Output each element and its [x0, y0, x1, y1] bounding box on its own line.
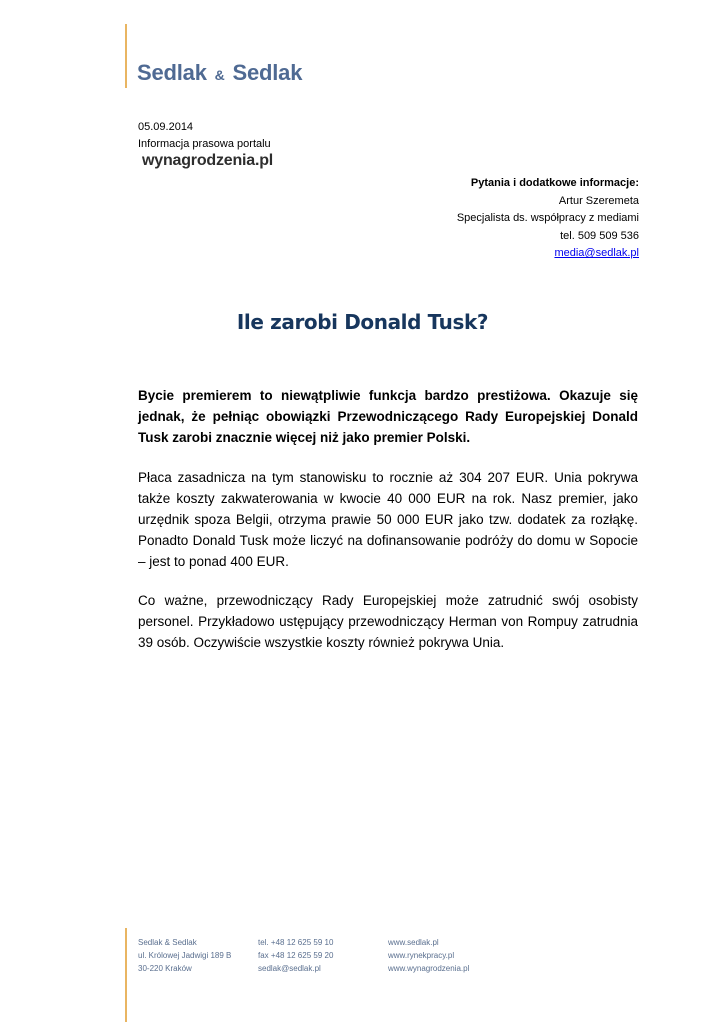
article-paragraph-1: Płaca zasadnicza na tym stanowisku to rocznie aż 304 207 EUR. Unia pokrywa także koszty zakwaterowania w kwocie 40 000 EUR na rok. Nasz premier, jako urzędnik spoza Belgii, otrzyma prawie 50 000 EUR jako tzw. dodatek za rozłąkę. Ponadto Donald Tusk może liczyć na dofinansowanie podróży do domu w Sopocie – jest to ponad 400 EUR.	[138, 470, 638, 569]
company-logo	[137, 60, 302, 86]
release-date: 05.09.2014	[138, 121, 194, 133]
footer-fax: fax +48 12 625 59 20	[258, 951, 334, 960]
logo-ampersand: &	[214, 67, 225, 83]
footer-websites	[388, 936, 469, 975]
footer-site-rynekpracy[interactable]: www.rynekpracy.pl	[388, 951, 455, 960]
contact-name: Artur Szeremeta	[558, 194, 639, 207]
contact-email-link[interactable]: media@sedlak.pl	[554, 247, 639, 260]
footer-contact	[258, 936, 333, 975]
article-lead: Bycie premierem to niewątpliwie funkcja bardzo prestiżowa. Okazuje się jednak, że pełniąc obowiązki Przewodniczącego Rady Europejskiej Donald Tusk zarobi znacznie więcej niż jako premier Polski.	[138, 388, 638, 445]
accent-line-bottom	[125, 928, 127, 1022]
contact-heading: Pytania i dodatkowe informacje:	[470, 177, 639, 189]
contact-block	[457, 175, 639, 263]
footer-address	[138, 936, 231, 975]
contact-role: Specjalista ds. współpracy z mediami	[456, 212, 639, 225]
footer-street: ul. Królowej Jadwigi 189 B	[138, 951, 232, 960]
portal-name: wynagrodzenia.pl	[142, 152, 274, 169]
release-line: Informacja prasowa portalu	[138, 138, 271, 150]
article-title: Ile zarobi Donald Tusk?	[236, 310, 489, 334]
contact-phone: tel. 509 509 536	[560, 229, 639, 242]
logo-word-left: Sedlak	[137, 60, 207, 85]
footer-site-sedlak[interactable]: www.sedlak.pl	[388, 938, 439, 947]
article-paragraph-2: Co ważne, przewodniczący Rady Europejskiej może zatrudnić swój osobisty personel. Przykładowo ustępujący przewodniczący Herman von Rompuy zatrudnia 39 osób. Oczywiście wszystkie koszty również pokrywa Unia.	[138, 593, 638, 650]
footer-city: 30-220 Kraków	[138, 964, 192, 973]
release-meta	[138, 119, 271, 153]
logo-word-right: Sedlak	[232, 60, 303, 85]
footer-email: sedlak@sedlak.pl	[258, 964, 321, 973]
footer-site-wynagrodzenia[interactable]: www.wynagrodzenia.pl	[388, 964, 470, 973]
footer-company: Sedlak & Sedlak	[138, 938, 197, 947]
accent-line-top	[125, 24, 127, 88]
footer-phone: tel. +48 12 625 59 10	[258, 938, 334, 947]
